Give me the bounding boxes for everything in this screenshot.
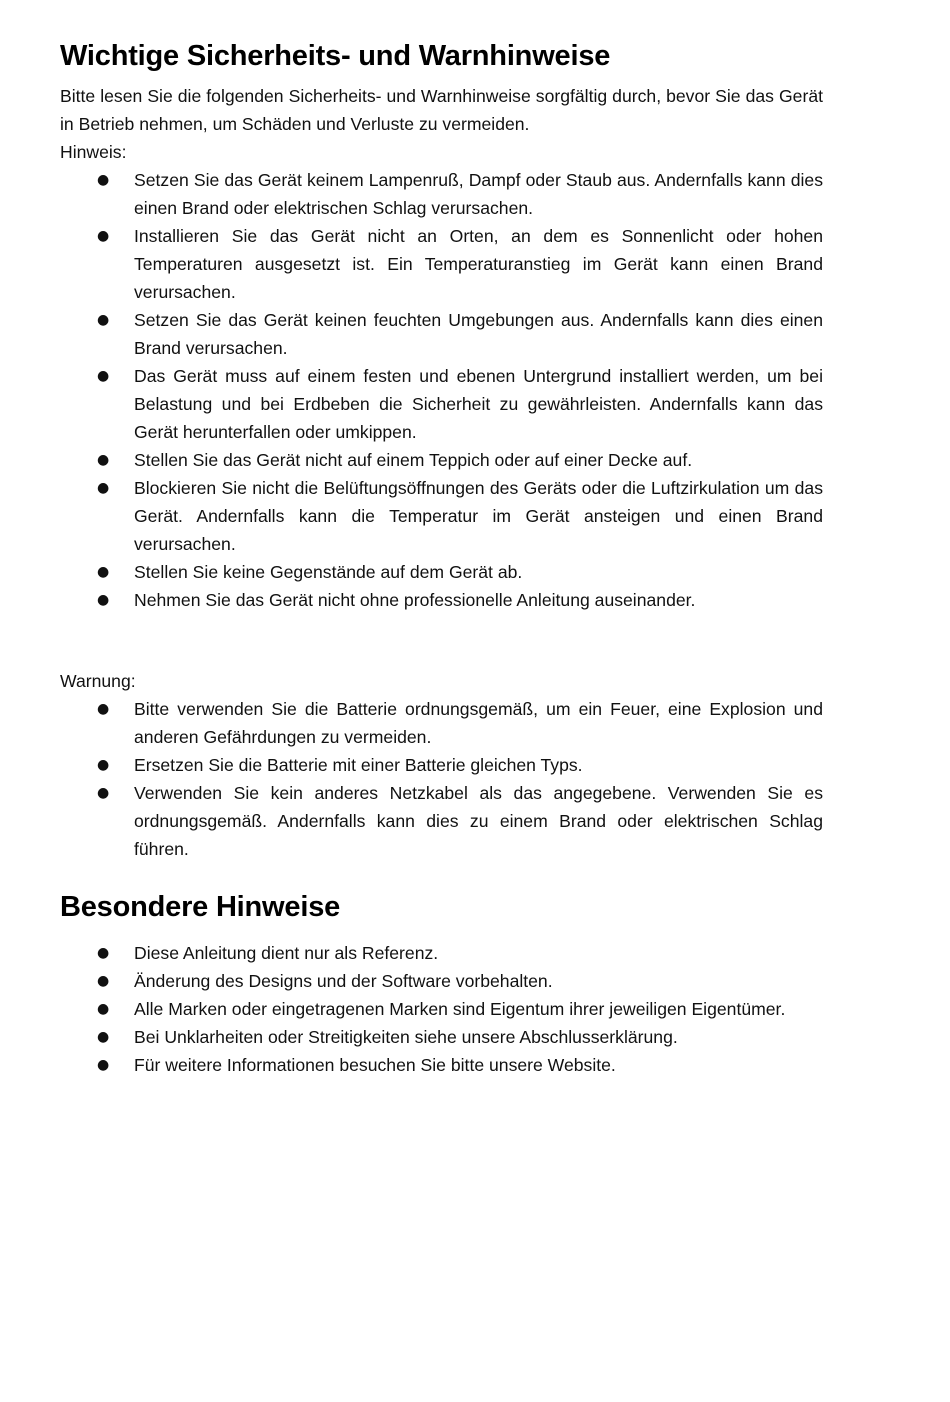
special-notes-heading: Besondere Hinweise [60,891,341,923]
list-item-text: Setzen Sie das Gerät keinem Lampenruß, Dampf oder Staub aus. Andernfalls kann dies einen Brand oder elektrischen Schlag verursachen. [134,170,823,218]
list-item-text: Installieren Sie das Gerät nicht an Orten, an dem es Sonnenlicht oder hohen Temperaturen ausgesetzt ist. Ein Temperaturanstieg im Gerät kann einen Brand verursachen. [134,226,823,302]
bullet-icon: ● [97,172,110,188]
bullet-icon: ● [97,368,110,384]
list-item-text: Änderung des Designs und der Software vorbehalten. [134,971,553,991]
bullet-icon: ● [97,228,110,244]
list-item [60,751,823,779]
list-item-text: Stellen Sie keine Gegenstände auf dem Gerät ab. [134,562,523,582]
bullet-icon: ● [97,564,110,580]
bullet-icon: ● [97,592,110,608]
spacer [60,614,823,654]
list-item-text: Ersetzen Sie die Batterie mit einer Batterie gleichen Typs. [134,755,583,775]
list-item-text: Alle Marken oder eingetragenen Marken sind Eigentum ihrer jeweiligen Eigentümer. [134,999,786,1019]
list-item [60,586,823,614]
list-item-text: Stellen Sie das Gerät nicht auf einem Teppich oder auf einer Decke auf. [134,450,693,470]
bullet-icon: ● [97,785,110,801]
list-item [60,362,823,446]
list-item [60,967,823,995]
safety-heading: Wichtige Sicherheits- und Warnhinweise [60,40,611,72]
bullet-icon: ● [97,973,110,989]
intro-paragraph: Bitte lesen Sie die folgenden Sicherheits- und Warnhinweise sorgfältig durch, bevor Sie das Gerät in Betrieb nehmen, um Schäden und Verluste zu vermeiden. [60,86,823,134]
list-item-text: Bei Unklarheiten oder Streitigkeiten siehe unsere Abschlusserklärung. [134,1027,678,1047]
list-item [60,695,823,751]
list-item [60,1023,823,1051]
list-item [60,306,823,362]
special-notes-list [60,939,823,1079]
document-page [60,0,823,1079]
hinweis-label: Hinweis: [60,142,127,162]
list-item-text: Bitte verwenden Sie die Batterie ordnungsgemäß, um ein Feuer, eine Explosion und anderen Gefährdungen zu vermeiden. [134,699,823,747]
list-item-text: Nehmen Sie das Gerät nicht ohne professionelle Anleitung auseinander. [134,590,696,610]
bullet-icon: ● [97,1057,110,1073]
hinweis-list [60,166,823,614]
list-item-text: Setzen Sie das Gerät keinen feuchten Umgebungen aus. Andernfalls kann dies einen Brand verursachen. [134,310,823,358]
list-item-text: Blockieren Sie nicht die Belüftungsöffnungen des Geräts oder die Luftzirkulation um das Gerät. Andernfalls kann die Temperatur im Gerät ansteigen und einen Brand verursachen. [134,478,823,554]
list-item [60,939,823,967]
list-item [60,222,823,306]
list-item [60,558,823,586]
list-item [60,779,823,863]
list-item [60,995,823,1023]
list-item-text: Diese Anleitung dient nur als Referenz. [134,943,439,963]
warnung-label: Warnung: [60,671,136,691]
list-item [60,446,823,474]
list-item [60,474,823,558]
list-item-text: Für weitere Informationen besuchen Sie bitte unsere Website. [134,1055,616,1075]
warnung-list [60,695,823,863]
list-item [60,1051,823,1079]
bullet-icon: ● [97,1001,110,1017]
bullet-icon: ● [97,312,110,328]
bullet-icon: ● [97,1029,110,1045]
list-item-text: Das Gerät muss auf einem festen und ebenen Untergrund installiert werden, um bei Belastung und bei Erdbeben die Sicherheit zu gewährleisten. Andernfalls kann das Gerät herunterfallen oder umkippen. [134,366,823,442]
bullet-icon: ● [97,480,110,496]
bullet-icon: ● [97,945,110,961]
bullet-icon: ● [97,452,110,468]
list-item-text: Verwenden Sie kein anderes Netzkabel als das angegebene. Verwenden Sie es ordnungsgemäß. Andernfalls kann dies zu einem Brand oder elektrischen Schlag führen. [134,783,823,859]
bullet-icon: ● [97,757,110,773]
list-item [60,166,823,222]
bullet-icon: ● [97,701,110,717]
